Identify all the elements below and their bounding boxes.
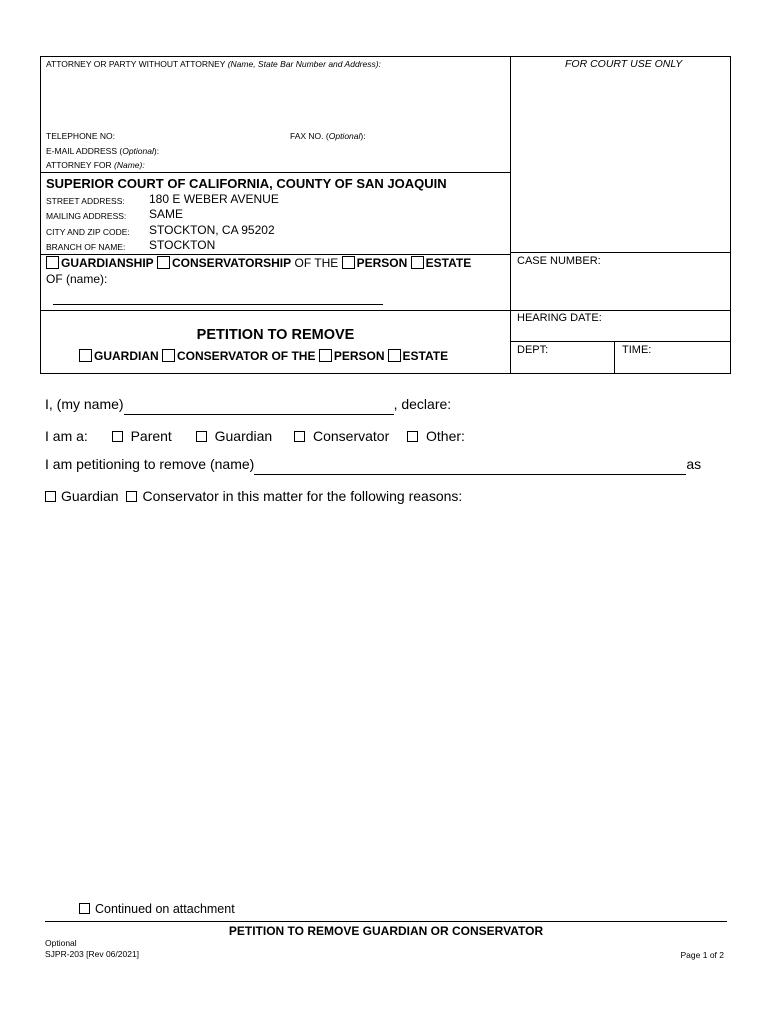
i-am-line: I am a: Parent Guardian Conservator Other: bbox=[45, 428, 465, 444]
dept-time-divider bbox=[614, 341, 615, 374]
of-name-field[interactable] bbox=[53, 304, 383, 305]
dept-label: DEPT: bbox=[517, 344, 549, 356]
telephone-label: TELEPHONE NO: bbox=[46, 131, 115, 141]
attorney-divider bbox=[40, 172, 511, 173]
petition-title: PETITION TO REMOVE bbox=[196, 327, 355, 343]
parent-checkbox[interactable] bbox=[112, 431, 123, 442]
petition-guardian-checkbox[interactable] bbox=[79, 349, 92, 362]
conservator-checkbox[interactable] bbox=[294, 431, 305, 442]
guardian-checkbox[interactable] bbox=[196, 431, 207, 442]
footer-optional: Optional bbox=[45, 938, 77, 948]
footer-title: PETITION TO REMOVE GUARDIAN OR CONSERVATOR bbox=[228, 924, 544, 938]
reason-conservator-checkbox[interactable] bbox=[126, 491, 137, 502]
continued-checkbox[interactable] bbox=[79, 903, 90, 914]
my-name-line: I, (my name) , declare: bbox=[45, 396, 451, 415]
top-border bbox=[40, 56, 731, 57]
reasons-line: Guardian Conservator in this matter for the following reasons: bbox=[45, 488, 462, 504]
bottom-border bbox=[40, 373, 731, 374]
attorney-for-label: ATTORNEY FOR (Name): bbox=[46, 160, 145, 170]
reasons-area[interactable] bbox=[45, 512, 731, 892]
conservatorship-checkbox[interactable] bbox=[157, 256, 170, 269]
hearing-divider bbox=[40, 310, 731, 311]
right-border bbox=[730, 56, 731, 374]
footer-rule bbox=[45, 921, 727, 922]
fax-label: FAX NO. (Optional): bbox=[290, 131, 366, 141]
petition-estate-checkbox[interactable] bbox=[388, 349, 401, 362]
dept-divider bbox=[510, 341, 731, 342]
hearing-date-label: HEARING DATE: bbox=[517, 312, 602, 324]
branch-label: BRANCH OF NAME: bbox=[46, 242, 126, 252]
court-title: SUPERIOR COURT OF CALIFORNIA, COUNTY OF SAN JOAQUIN bbox=[46, 176, 447, 191]
petition-conservator-checkbox[interactable] bbox=[162, 349, 175, 362]
attorney-label: ATTORNEY OR PARTY WITHOUT ATTORNEY (Name, State Bar Number and Address): bbox=[46, 59, 381, 69]
mailing-label: MAILING ADDRESS: bbox=[46, 211, 127, 221]
time-label: TIME: bbox=[622, 344, 652, 356]
case-number-label: CASE NUMBER: bbox=[517, 255, 601, 267]
my-name-field[interactable] bbox=[124, 398, 394, 415]
footer-form-id: SJPR-203 [Rev 06/2021] bbox=[45, 949, 140, 959]
case-number-divider bbox=[510, 252, 731, 253]
city-label: CITY AND ZIP CODE: bbox=[46, 227, 130, 237]
continued-line: Continued on attachment bbox=[79, 902, 235, 916]
case-type-divider bbox=[40, 254, 511, 255]
petition-person-checkbox[interactable] bbox=[319, 349, 332, 362]
guardianship-checkbox[interactable] bbox=[46, 256, 59, 269]
reason-guardian-checkbox[interactable] bbox=[45, 491, 56, 502]
of-name-label: OF (name): bbox=[46, 272, 108, 286]
court-use-label: FOR COURT USE ONLY bbox=[565, 58, 683, 70]
other-checkbox[interactable] bbox=[407, 431, 418, 442]
petition-options: GUARDIAN CONSERVATOR OF THE PERSON ESTATE bbox=[79, 349, 448, 363]
email-label: E-MAIL ADDRESS (Optional): bbox=[46, 146, 160, 156]
street-value: 180 E WEBER AVENUE bbox=[149, 192, 279, 206]
petitioning-line: I am petitioning to remove (name) as bbox=[45, 456, 701, 475]
case-type-line: GUARDIANSHIP CONSERVATORSHIP OF THE PERSON ESTATE bbox=[46, 256, 471, 270]
mailing-value: SAME bbox=[149, 207, 184, 221]
footer-page: Page 1 of 2 bbox=[680, 950, 724, 960]
branch-value: STOCKTON bbox=[149, 238, 216, 252]
case-person-checkbox[interactable] bbox=[342, 256, 355, 269]
remove-name-field[interactable] bbox=[254, 458, 686, 475]
case-estate-checkbox[interactable] bbox=[411, 256, 424, 269]
street-label: STREET ADDRESS: bbox=[46, 196, 125, 206]
city-value: STOCKTON, CA 95202 bbox=[149, 223, 275, 237]
